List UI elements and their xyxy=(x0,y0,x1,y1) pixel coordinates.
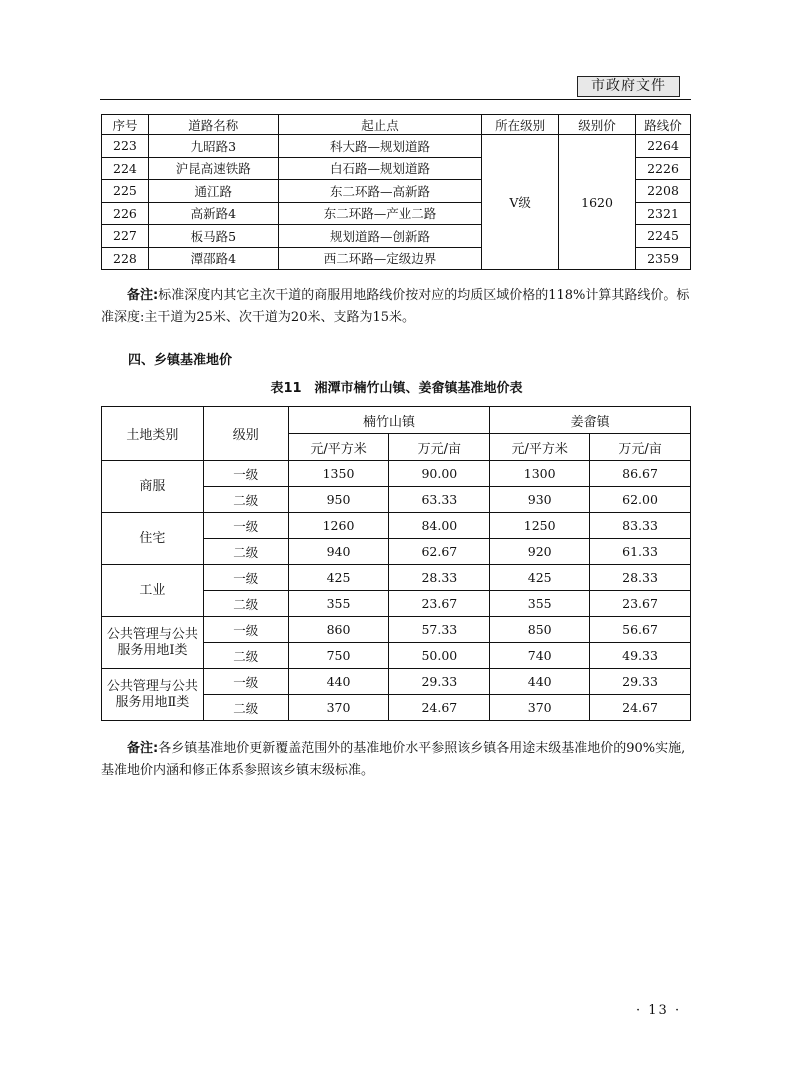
price-mu-cell: 24.67 xyxy=(389,695,490,721)
price-mu-cell: 50.00 xyxy=(389,643,490,669)
land-category-cell: 商服 xyxy=(102,461,204,513)
route-price-cell: 2359 xyxy=(636,247,691,270)
road-span-cell: 白石路—规划道路 xyxy=(278,157,482,180)
row-number-cell: 223 xyxy=(102,135,149,158)
route-price-cell: 2321 xyxy=(636,202,691,225)
route-price-cell: 2208 xyxy=(636,180,691,203)
road-span-cell: 东二环路—高新路 xyxy=(278,180,482,203)
grade-cell: 一级 xyxy=(203,565,288,591)
road-span-cell: 东二环路—产业二路 xyxy=(278,202,482,225)
table-header-row xyxy=(102,115,691,135)
header-tag: 市政府文件 xyxy=(577,76,680,97)
road-name-cell: 板马路5 xyxy=(148,225,278,248)
unit-header: 元/平方米 xyxy=(288,434,389,461)
price-mu-cell: 83.33 xyxy=(590,513,691,539)
price-sqm-cell: 750 xyxy=(288,643,389,669)
price-mu-cell: 86.67 xyxy=(590,461,691,487)
grade-cell: 二级 xyxy=(203,591,288,617)
grade-cell: 一级 xyxy=(203,513,288,539)
town-note xyxy=(101,738,691,782)
price-mu-cell: 28.33 xyxy=(590,565,691,591)
grade-cell: 二级 xyxy=(203,487,288,513)
grade-cell: 一级 xyxy=(203,461,288,487)
price-sqm-cell: 860 xyxy=(288,617,389,643)
column-header: 起止点 xyxy=(278,115,482,135)
unit-header: 万元/亩 xyxy=(590,434,691,461)
price-sqm-cell: 370 xyxy=(490,695,590,721)
route-price-cell: 2245 xyxy=(636,225,691,248)
grade-cell: 二级 xyxy=(203,539,288,565)
price-sqm-cell: 355 xyxy=(288,591,389,617)
header-rule xyxy=(100,99,691,100)
land-type-header: 土地类别 xyxy=(102,407,204,461)
row-number-cell: 226 xyxy=(102,202,149,225)
table-title: 表11 湘潭市楠竹山镇、姜畲镇基准地价表 xyxy=(270,381,523,396)
town-land-price-table xyxy=(101,406,691,721)
column-header: 序号 xyxy=(102,115,149,135)
land-category-cell: 公共管理与公共服务用地Ⅱ类 xyxy=(102,669,204,721)
land-category-cell: 住宅 xyxy=(102,513,204,565)
grade-cell: 一级 xyxy=(203,669,288,695)
road-span-cell: 科大路—规划道路 xyxy=(278,135,482,158)
column-header: 道路名称 xyxy=(148,115,278,135)
price-mu-cell: 29.33 xyxy=(590,669,691,695)
price-mu-cell: 84.00 xyxy=(389,513,490,539)
price-mu-cell: 29.33 xyxy=(389,669,490,695)
price-mu-cell: 23.67 xyxy=(590,591,691,617)
price-sqm-cell: 1260 xyxy=(288,513,389,539)
price-mu-cell: 63.33 xyxy=(389,487,490,513)
page-number: · 13 · xyxy=(636,1003,682,1018)
road-name-cell: 沪昆高速铁路 xyxy=(148,157,278,180)
column-header: 级别价 xyxy=(559,115,636,135)
road-span-cell: 西二环路—定级边界 xyxy=(278,247,482,270)
table-row xyxy=(102,617,691,643)
road-note xyxy=(101,285,691,329)
price-mu-cell: 49.33 xyxy=(590,643,691,669)
unit-header: 元/平方米 xyxy=(490,434,590,461)
price-mu-cell: 56.67 xyxy=(590,617,691,643)
price-sqm-cell: 850 xyxy=(490,617,590,643)
grade-cell: 二级 xyxy=(203,695,288,721)
table-row xyxy=(102,513,691,539)
price-sqm-cell: 425 xyxy=(288,565,389,591)
table-row xyxy=(102,461,691,487)
price-sqm-cell: 740 xyxy=(490,643,590,669)
road-span-cell: 规划道路—创新路 xyxy=(278,225,482,248)
price-sqm-cell: 425 xyxy=(490,565,590,591)
level-price-cell: 1620 xyxy=(559,135,636,270)
price-mu-cell: 62.00 xyxy=(590,487,691,513)
level-cell: Ⅴ级 xyxy=(482,135,559,270)
note-text: 各乡镇基准地价更新覆盖范围外的基准地价水平参照该乡镇各用途末级基准地价的90%实施,基准地价内涵和修正体系参照该乡镇末级标准。 xyxy=(101,741,686,778)
grade-cell: 一级 xyxy=(203,617,288,643)
price-sqm-cell: 370 xyxy=(288,695,389,721)
price-sqm-cell: 930 xyxy=(490,487,590,513)
table-row xyxy=(102,135,691,158)
note-label: 备注: xyxy=(127,288,159,303)
grade-header: 级别 xyxy=(203,407,288,461)
road-name-cell: 高新路4 xyxy=(148,202,278,225)
table-row xyxy=(102,565,691,591)
road-name-cell: 九昭路3 xyxy=(148,135,278,158)
note-label: 备注: xyxy=(127,741,159,756)
town-a-header: 楠竹山镇 xyxy=(288,407,490,434)
price-mu-cell: 28.33 xyxy=(389,565,490,591)
row-number-cell: 224 xyxy=(102,157,149,180)
price-sqm-cell: 355 xyxy=(490,591,590,617)
road-name-cell: 潭邵路4 xyxy=(148,247,278,270)
unit-header: 万元/亩 xyxy=(389,434,490,461)
column-header: 路线价 xyxy=(636,115,691,135)
price-mu-cell: 57.33 xyxy=(389,617,490,643)
route-price-cell: 2226 xyxy=(636,157,691,180)
price-sqm-cell: 950 xyxy=(288,487,389,513)
road-price-table xyxy=(101,114,691,270)
price-sqm-cell: 440 xyxy=(288,669,389,695)
row-number-cell: 228 xyxy=(102,247,149,270)
price-mu-cell: 62.67 xyxy=(389,539,490,565)
row-number-cell: 227 xyxy=(102,225,149,248)
price-mu-cell: 23.67 xyxy=(389,591,490,617)
road-name-cell: 通江路 xyxy=(148,180,278,203)
price-mu-cell: 61.33 xyxy=(590,539,691,565)
table-row xyxy=(102,669,691,695)
column-header: 所在级别 xyxy=(482,115,559,135)
grade-cell: 二级 xyxy=(203,643,288,669)
section-title: 四、乡镇基准地价 xyxy=(128,353,233,368)
price-sqm-cell: 440 xyxy=(490,669,590,695)
table-header-row xyxy=(102,407,691,434)
note-text: 标准深度内其它主次干道的商服用地路线价按对应的均质区域价格的118%计算其路线价。标准深度:主干道为25米、次干道为20米、支路为15米。 xyxy=(101,288,690,325)
route-price-cell: 2264 xyxy=(636,135,691,158)
land-category-cell: 公共管理与公共服务用地Ⅰ类 xyxy=(102,617,204,669)
price-sqm-cell: 1300 xyxy=(490,461,590,487)
price-sqm-cell: 1350 xyxy=(288,461,389,487)
row-number-cell: 225 xyxy=(102,180,149,203)
price-sqm-cell: 920 xyxy=(490,539,590,565)
price-sqm-cell: 1250 xyxy=(490,513,590,539)
price-mu-cell: 24.67 xyxy=(590,695,691,721)
price-sqm-cell: 940 xyxy=(288,539,389,565)
town-b-header: 姜畲镇 xyxy=(490,407,691,434)
land-category-cell: 工业 xyxy=(102,565,204,617)
price-mu-cell: 90.00 xyxy=(389,461,490,487)
